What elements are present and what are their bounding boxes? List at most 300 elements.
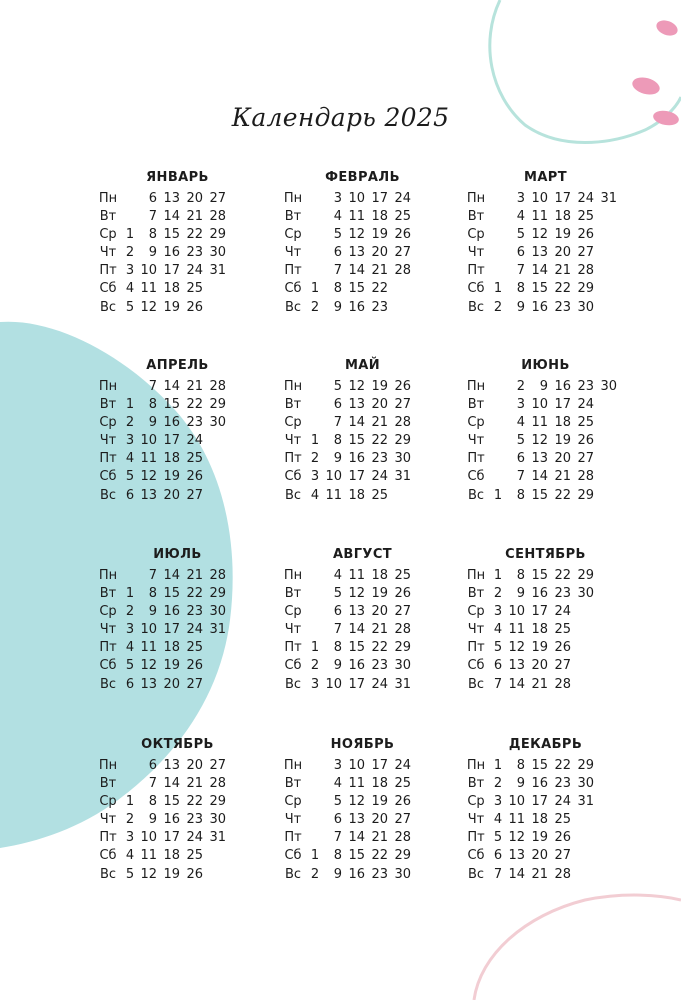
date-cell: 30 xyxy=(209,245,226,261)
date-cell: 22 xyxy=(554,568,571,583)
week-row xyxy=(280,658,445,676)
weekday-label: Сб xyxy=(284,848,302,864)
date-cell: 13 xyxy=(348,397,365,413)
weekday-label: Вс xyxy=(99,676,117,692)
date-cell: 16 xyxy=(531,776,548,792)
weekday-label: Пт xyxy=(99,451,117,467)
date-cell: 17 xyxy=(163,263,180,279)
date-cell: 12 xyxy=(508,830,525,846)
date-cell: 15 xyxy=(348,281,365,297)
week-row xyxy=(463,469,628,487)
petal-shape xyxy=(654,18,679,39)
date-cell: 5 xyxy=(125,299,135,315)
date-cell: 26 xyxy=(186,658,203,674)
date-cell: 16 xyxy=(348,866,365,882)
date-cell: 25 xyxy=(554,812,571,828)
date-cell: 29 xyxy=(577,568,594,583)
weekday-label: Вт xyxy=(99,397,117,413)
weekday-label: Сб xyxy=(467,469,485,485)
weekday-label: Сб xyxy=(99,281,117,297)
date-cell: 25 xyxy=(186,848,203,864)
date-cell: 6 xyxy=(333,397,342,413)
date-cell: 28 xyxy=(554,676,571,692)
date-cell: 23 xyxy=(371,866,388,882)
date-cell: 4 xyxy=(125,451,135,467)
date-cell: 15 xyxy=(163,227,180,243)
date-cell: 29 xyxy=(394,433,411,449)
date-cell: 21 xyxy=(371,263,388,279)
date-cell: 21 xyxy=(531,866,548,882)
week-row xyxy=(95,622,260,640)
date-cell: 17 xyxy=(531,604,548,620)
weekday-label: Ср xyxy=(99,227,117,243)
date-cell: 2 xyxy=(125,812,135,828)
date-cell: 30 xyxy=(394,658,411,674)
weekday-label: Чт xyxy=(467,622,485,638)
date-cell: 21 xyxy=(371,415,388,431)
date-cell: 14 xyxy=(348,415,365,431)
weekday-label: Чт xyxy=(284,433,302,449)
date-cell: 29 xyxy=(577,281,594,297)
week-row xyxy=(463,758,628,776)
month-name: ОКТЯБРЬ xyxy=(141,737,214,752)
date-cell: 6 xyxy=(125,676,135,692)
date-cell: 14 xyxy=(163,568,180,583)
date-cell: 7 xyxy=(148,568,157,583)
weekday-label: Вт xyxy=(284,397,302,413)
date-cell: 13 xyxy=(508,848,525,864)
month-name: ДЕКАБРЬ xyxy=(508,737,583,752)
week-row xyxy=(95,397,260,415)
weekday-label: Вт xyxy=(284,776,302,792)
date-cell: 8 xyxy=(148,397,157,413)
date-cell: 1 xyxy=(310,433,320,449)
date-cell: 27 xyxy=(577,245,594,261)
date-cell: 28 xyxy=(577,263,594,279)
date-cell: 2 xyxy=(310,299,320,315)
weekday-label: Пн xyxy=(283,191,303,206)
date-cell: 16 xyxy=(348,451,365,467)
date-cell: 11 xyxy=(508,812,525,828)
date-cell: 27 xyxy=(577,451,594,467)
weekday-label: Пт xyxy=(99,640,117,656)
date-cell: 4 xyxy=(125,281,135,297)
week-row xyxy=(95,658,260,676)
weekday-label: Сб xyxy=(99,848,117,864)
week-row xyxy=(280,794,445,812)
month-block xyxy=(95,358,260,506)
date-cell: 18 xyxy=(531,812,548,828)
month-block xyxy=(463,737,628,885)
date-cell: 15 xyxy=(348,640,365,656)
date-cell: 14 xyxy=(348,830,365,846)
week-row xyxy=(463,848,628,866)
weekday-label: Вт xyxy=(467,209,485,225)
date-cell: 26 xyxy=(554,830,571,846)
date-cell: 21 xyxy=(531,676,548,692)
date-cell: 12 xyxy=(531,227,548,243)
weekday-label: Вт xyxy=(284,209,302,225)
date-cell: 28 xyxy=(554,866,571,882)
date-cell: 20 xyxy=(186,758,203,773)
date-cell: 19 xyxy=(371,586,388,602)
date-cell: 17 xyxy=(554,191,571,206)
week-row xyxy=(463,379,628,397)
date-cell: 2 xyxy=(310,866,320,882)
week-row xyxy=(463,568,628,586)
week-row xyxy=(280,677,445,695)
week-row xyxy=(280,604,445,622)
date-cell: 28 xyxy=(394,622,411,638)
date-cell: 13 xyxy=(140,487,157,503)
date-cell: 31 xyxy=(209,263,226,279)
date-cell: 26 xyxy=(577,227,594,243)
date-cell: 28 xyxy=(209,776,226,792)
date-cell: 18 xyxy=(554,415,571,431)
date-cell: 2 xyxy=(310,658,320,674)
week-row xyxy=(95,209,260,227)
date-cell: 13 xyxy=(163,758,180,773)
date-cell: 24 xyxy=(577,397,594,413)
week-row xyxy=(280,812,445,830)
weekday-label: Сб xyxy=(99,658,117,674)
month-name: ИЮЛЬ xyxy=(153,547,202,562)
date-cell: 24 xyxy=(186,263,203,279)
date-cell: 30 xyxy=(600,379,617,394)
date-cell: 7 xyxy=(333,622,342,638)
date-cell: 27 xyxy=(554,658,571,674)
week-row xyxy=(463,281,628,299)
week-row xyxy=(280,209,445,227)
weekday-label: Вт xyxy=(467,776,485,792)
date-cell: 21 xyxy=(186,568,203,583)
date-cell: 19 xyxy=(554,433,571,449)
date-cell: 9 xyxy=(148,812,157,828)
month-name: АВГУСТ xyxy=(332,547,393,562)
date-cell: 6 xyxy=(333,245,342,261)
date-cell: 30 xyxy=(394,866,411,882)
weekday-label: Вс xyxy=(467,487,485,503)
week-row xyxy=(463,433,628,451)
date-cell: 9 xyxy=(148,604,157,620)
week-row xyxy=(463,794,628,812)
date-cell: 24 xyxy=(186,433,203,449)
weekday-label: Ср xyxy=(99,794,117,810)
date-cell: 15 xyxy=(531,758,548,773)
week-row xyxy=(280,622,445,640)
date-cell: 31 xyxy=(209,622,226,638)
date-cell: 11 xyxy=(325,487,342,503)
date-cell: 24 xyxy=(371,469,388,485)
weekday-label: Пн xyxy=(466,568,486,583)
week-row xyxy=(95,263,260,281)
date-cell: 16 xyxy=(348,299,365,315)
date-cell: 16 xyxy=(531,586,548,602)
date-cell: 3 xyxy=(493,604,503,620)
date-cell: 22 xyxy=(186,586,203,602)
date-cell: 26 xyxy=(186,469,203,485)
date-cell: 22 xyxy=(186,397,203,413)
date-cell: 16 xyxy=(554,379,571,394)
weekday-label: Пт xyxy=(467,263,485,279)
week-row xyxy=(95,379,260,397)
week-row xyxy=(95,794,260,812)
date-cell: 8 xyxy=(148,586,157,602)
date-cell: 10 xyxy=(140,433,157,449)
date-cell: 7 xyxy=(493,676,503,692)
week-row xyxy=(463,397,628,415)
week-row xyxy=(463,867,628,885)
date-cell: 28 xyxy=(209,568,226,583)
date-cell: 3 xyxy=(125,263,135,279)
week-row xyxy=(463,830,628,848)
date-cell: 8 xyxy=(148,794,157,810)
date-cell: 3 xyxy=(493,794,503,810)
date-cell: 23 xyxy=(554,776,571,792)
date-cell: 8 xyxy=(516,487,525,503)
date-cell: 14 xyxy=(531,469,548,485)
date-cell: 15 xyxy=(531,487,548,503)
date-cell: 29 xyxy=(209,227,226,243)
week-row xyxy=(280,397,445,415)
date-cell: 24 xyxy=(186,830,203,846)
date-cell: 8 xyxy=(148,227,157,243)
date-cell: 26 xyxy=(394,379,411,394)
date-cell: 28 xyxy=(209,209,226,225)
weekday-label: Сб xyxy=(284,281,302,297)
date-cell: 13 xyxy=(531,451,548,467)
date-cell: 7 xyxy=(333,263,342,279)
weekday-label: Пт xyxy=(99,830,117,846)
weekday-label: Пн xyxy=(466,758,486,773)
date-cell: 26 xyxy=(186,866,203,882)
date-cell: 3 xyxy=(516,397,525,413)
date-cell: 14 xyxy=(163,209,180,225)
date-cell: 13 xyxy=(348,812,365,828)
week-row xyxy=(463,209,628,227)
date-cell: 20 xyxy=(163,487,180,503)
date-cell: 5 xyxy=(333,227,342,243)
weekday-label: Вс xyxy=(467,299,485,315)
date-cell: 18 xyxy=(163,451,180,467)
date-cell: 6 xyxy=(148,758,157,773)
date-cell: 29 xyxy=(209,586,226,602)
date-cell: 4 xyxy=(333,568,342,583)
date-cell: 1 xyxy=(310,848,320,864)
date-cell: 31 xyxy=(394,469,411,485)
date-cell: 12 xyxy=(508,640,525,656)
weekday-label: Чт xyxy=(99,433,117,449)
date-cell: 6 xyxy=(516,451,525,467)
date-cell: 9 xyxy=(539,379,548,394)
date-cell: 19 xyxy=(163,299,180,315)
date-cell: 17 xyxy=(348,469,365,485)
date-cell: 23 xyxy=(554,586,571,602)
weekday-label: Чт xyxy=(99,245,117,261)
week-row xyxy=(463,604,628,622)
date-cell: 23 xyxy=(371,299,388,315)
date-cell: 12 xyxy=(348,794,365,810)
date-cell: 25 xyxy=(554,622,571,638)
date-cell: 22 xyxy=(371,281,388,297)
week-row xyxy=(463,488,628,506)
date-cell: 7 xyxy=(333,415,342,431)
date-cell: 4 xyxy=(125,640,135,656)
week-row xyxy=(95,451,260,469)
date-cell: 28 xyxy=(394,415,411,431)
date-cell: 16 xyxy=(531,299,548,315)
date-cell: 3 xyxy=(125,433,135,449)
date-cell: 27 xyxy=(394,397,411,413)
date-cell: 23 xyxy=(186,245,203,261)
date-cell: 23 xyxy=(577,379,594,394)
date-cell: 13 xyxy=(163,191,180,206)
date-cell: 13 xyxy=(348,245,365,261)
date-cell: 1 xyxy=(125,586,135,602)
date-cell: 10 xyxy=(348,758,365,773)
weekday-label: Пн xyxy=(98,191,118,206)
date-cell: 17 xyxy=(554,397,571,413)
date-cell: 16 xyxy=(348,658,365,674)
date-cell: 18 xyxy=(348,487,365,503)
weekday-label: Сб xyxy=(467,281,485,297)
weekday-label: Ср xyxy=(284,604,302,620)
weekday-label: Ср xyxy=(467,227,485,243)
date-cell: 14 xyxy=(163,379,180,394)
date-cell: 18 xyxy=(554,209,571,225)
date-cell: 9 xyxy=(333,658,342,674)
date-cell: 30 xyxy=(209,812,226,828)
date-cell: 6 xyxy=(516,245,525,261)
week-row xyxy=(95,469,260,487)
date-cell: 17 xyxy=(163,433,180,449)
date-cell: 17 xyxy=(371,191,388,206)
date-cell: 15 xyxy=(163,586,180,602)
weekday-label: Чт xyxy=(284,812,302,828)
date-cell: 19 xyxy=(531,830,548,846)
date-cell: 6 xyxy=(125,487,135,503)
date-cell: 5 xyxy=(333,794,342,810)
date-cell: 15 xyxy=(531,281,548,297)
week-row xyxy=(463,227,628,245)
date-cell: 28 xyxy=(394,830,411,846)
date-cell: 16 xyxy=(163,812,180,828)
date-cell: 2 xyxy=(493,776,503,792)
weekday-label: Пт xyxy=(284,451,302,467)
date-cell: 7 xyxy=(493,866,503,882)
weekday-label: Чт xyxy=(284,622,302,638)
week-row xyxy=(463,245,628,263)
date-cell: 9 xyxy=(148,245,157,261)
week-row xyxy=(95,281,260,299)
date-cell: 11 xyxy=(140,451,157,467)
date-cell: 25 xyxy=(394,776,411,792)
date-cell: 3 xyxy=(333,758,342,773)
weekday-label: Пт xyxy=(467,830,485,846)
date-cell: 6 xyxy=(493,848,503,864)
week-row xyxy=(95,586,260,604)
date-cell: 1 xyxy=(493,281,503,297)
date-cell: 14 xyxy=(163,776,180,792)
date-cell: 23 xyxy=(186,415,203,431)
date-cell: 6 xyxy=(148,191,157,206)
date-cell: 24 xyxy=(554,794,571,810)
weekday-label: Чт xyxy=(99,812,117,828)
date-cell: 15 xyxy=(348,433,365,449)
date-cell: 28 xyxy=(209,379,226,394)
date-cell: 23 xyxy=(186,812,203,828)
weekday-label: Пн xyxy=(466,191,486,206)
date-cell: 3 xyxy=(516,191,525,206)
date-cell: 23 xyxy=(186,604,203,620)
week-row xyxy=(95,433,260,451)
weekday-label: Вс xyxy=(284,676,302,692)
weekday-label: Вс xyxy=(284,299,302,315)
date-cell: 29 xyxy=(577,758,594,773)
date-cell: 7 xyxy=(148,209,157,225)
date-cell: 10 xyxy=(140,622,157,638)
date-cell: 16 xyxy=(163,415,180,431)
weekday-label: Пт xyxy=(284,830,302,846)
date-cell: 12 xyxy=(140,866,157,882)
date-cell: 22 xyxy=(371,433,388,449)
date-cell: 16 xyxy=(163,604,180,620)
date-cell: 22 xyxy=(554,758,571,773)
date-cell: 29 xyxy=(394,640,411,656)
date-cell: 17 xyxy=(163,622,180,638)
weekday-label: Сб xyxy=(467,658,485,674)
weekday-label: Пт xyxy=(467,451,485,467)
date-cell: 7 xyxy=(333,830,342,846)
weekday-label: Пт xyxy=(467,640,485,656)
weekday-label: Ср xyxy=(99,604,117,620)
date-cell: 16 xyxy=(163,245,180,261)
date-cell: 2 xyxy=(125,415,135,431)
date-cell: 12 xyxy=(140,299,157,315)
week-row xyxy=(463,640,628,658)
date-cell: 9 xyxy=(516,776,525,792)
date-cell: 7 xyxy=(148,776,157,792)
calendar-title: Календарь 2025 xyxy=(231,103,450,132)
month-block xyxy=(95,170,260,318)
date-cell: 27 xyxy=(394,245,411,261)
week-row xyxy=(280,281,445,299)
date-cell: 12 xyxy=(140,469,157,485)
date-cell: 24 xyxy=(371,676,388,692)
weekday-label: Сб xyxy=(284,469,302,485)
week-row xyxy=(280,488,445,506)
date-cell: 24 xyxy=(394,758,411,773)
date-cell: 10 xyxy=(140,263,157,279)
week-row xyxy=(280,586,445,604)
weekday-label: Вс xyxy=(467,676,485,692)
week-row xyxy=(280,227,445,245)
date-cell: 10 xyxy=(531,397,548,413)
weekday-label: Пн xyxy=(466,379,486,394)
date-cell: 15 xyxy=(163,794,180,810)
week-row xyxy=(95,415,260,433)
date-cell: 31 xyxy=(209,830,226,846)
date-cell: 31 xyxy=(577,794,594,810)
date-cell: 12 xyxy=(348,227,365,243)
date-cell: 23 xyxy=(371,658,388,674)
date-cell: 15 xyxy=(163,397,180,413)
date-cell: 11 xyxy=(140,640,157,656)
week-row xyxy=(95,677,260,695)
week-row xyxy=(463,263,628,281)
date-cell: 25 xyxy=(394,568,411,583)
date-cell: 18 xyxy=(371,209,388,225)
